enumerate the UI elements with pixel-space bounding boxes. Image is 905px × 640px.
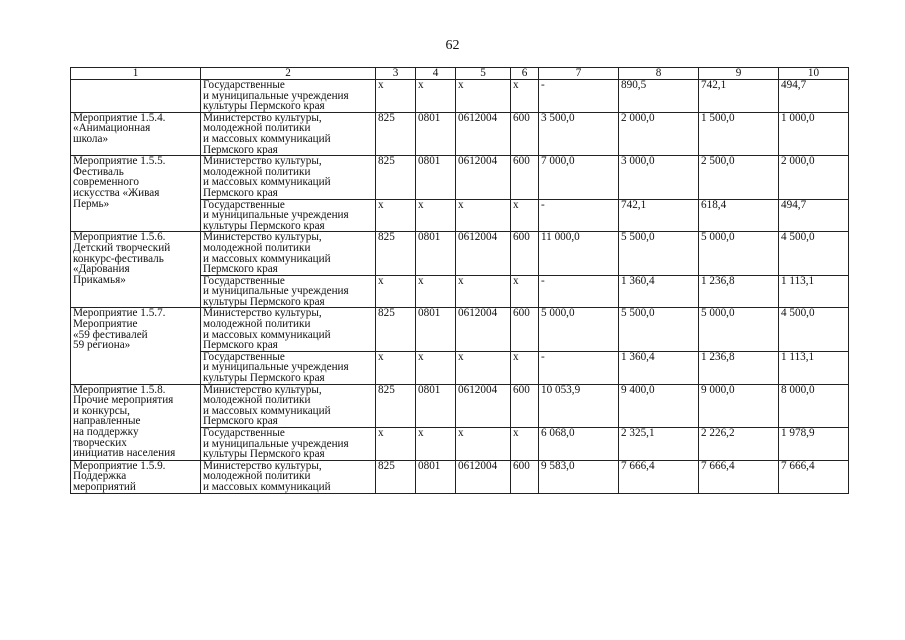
section-code-cell: 0801 [416, 232, 456, 275]
value-col9-cell: 5 000,0 [699, 308, 779, 351]
table-row [71, 232, 849, 275]
target-article-cell: 0612004 [456, 112, 511, 155]
executor-cell: Государственные и муниципальные учреждения культуры Пермского края [201, 199, 376, 232]
value-col7-cell: 3 500,0 [539, 112, 619, 155]
admin-code-cell: 825 [376, 232, 416, 275]
value-col7-cell: - [539, 351, 619, 384]
section-code-cell: х [416, 351, 456, 384]
column-header-6: 6 [511, 68, 539, 80]
value-col10-cell: 1 978,9 [779, 428, 849, 461]
target-article-cell: х [456, 428, 511, 461]
value-col10-cell: 494,7 [779, 80, 849, 113]
event-name-cell: Мероприятие 1.5.8. Прочие мероприятия и конкурсы, направленные на поддержку творческих инициатив населения [71, 384, 201, 460]
section-code-cell: 0801 [416, 112, 456, 155]
value-col8-cell: 5 500,0 [619, 232, 699, 275]
admin-code-cell: х [376, 428, 416, 461]
event-name-cell: Мероприятие 1.5.4. «Анимационная школа» [71, 112, 201, 155]
expense-type-cell: 600 [511, 232, 539, 275]
value-col7-cell: - [539, 275, 619, 308]
section-code-cell: х [416, 199, 456, 232]
target-article-cell: 0612004 [456, 308, 511, 351]
admin-code-cell: х [376, 199, 416, 232]
executor-cell: Министерство культуры, молодежной политики и массовых коммуникаций [201, 460, 376, 493]
expense-type-cell: х [511, 80, 539, 113]
value-col10-cell: 1 000,0 [779, 112, 849, 155]
section-code-cell: х [416, 275, 456, 308]
event-name-cell: Мероприятие 1.5.6. Детский творческий конкурс-фестиваль «Дарования Прикамья» [71, 232, 201, 308]
column-header-2: 2 [201, 68, 376, 80]
expense-type-cell: 600 [511, 156, 539, 199]
column-header-10: 10 [779, 68, 849, 80]
table-row [71, 384, 849, 427]
value-col8-cell: 1 360,4 [619, 275, 699, 308]
value-col10-cell: 4 500,0 [779, 308, 849, 351]
event-name-cell [71, 80, 201, 113]
section-code-cell: х [416, 428, 456, 461]
admin-code-cell: х [376, 80, 416, 113]
column-header-7: 7 [539, 68, 619, 80]
column-header-5: 5 [456, 68, 511, 80]
value-col7-cell: 7 000,0 [539, 156, 619, 199]
executor-cell: Государственные и муниципальные учреждения культуры Пермского края [201, 428, 376, 461]
executor-cell: Министерство культуры, молодежной политики и массовых коммуникаций Пермского края [201, 384, 376, 427]
value-col7-cell: 10 053,9 [539, 384, 619, 427]
value-col10-cell: 494,7 [779, 199, 849, 232]
expense-type-cell: 600 [511, 460, 539, 493]
column-header-4: 4 [416, 68, 456, 80]
value-col10-cell: 2 000,0 [779, 156, 849, 199]
target-article-cell: 0612004 [456, 384, 511, 427]
value-col9-cell: 5 000,0 [699, 232, 779, 275]
event-name-cell: Мероприятие 1.5.9. Поддержка мероприятий [71, 460, 201, 493]
section-code-cell: 0801 [416, 156, 456, 199]
value-col10-cell: 4 500,0 [779, 232, 849, 275]
expense-type-cell: 600 [511, 384, 539, 427]
value-col9-cell: 1 236,8 [699, 275, 779, 308]
value-col7-cell: 11 000,0 [539, 232, 619, 275]
section-code-cell: 0801 [416, 460, 456, 493]
value-col10-cell: 8 000,0 [779, 384, 849, 427]
target-article-cell: 0612004 [456, 156, 511, 199]
value-col7-cell: 6 068,0 [539, 428, 619, 461]
value-col7-cell: 9 583,0 [539, 460, 619, 493]
value-col9-cell: 1 500,0 [699, 112, 779, 155]
value-col10-cell: 7 666,4 [779, 460, 849, 493]
executor-cell: Государственные и муниципальные учреждения культуры Пермского края [201, 80, 376, 113]
expense-type-cell: х [511, 199, 539, 232]
value-col7-cell: - [539, 80, 619, 113]
column-header-9: 9 [699, 68, 779, 80]
header-row [71, 68, 849, 80]
value-col9-cell: 1 236,8 [699, 351, 779, 384]
table-body [71, 80, 849, 494]
value-col8-cell: 7 666,4 [619, 460, 699, 493]
target-article-cell: х [456, 199, 511, 232]
executor-cell: Министерство культуры, молодежной политики и массовых коммуникаций Пермского края [201, 308, 376, 351]
section-code-cell: 0801 [416, 384, 456, 427]
table-row [71, 308, 849, 351]
expense-type-cell: 600 [511, 308, 539, 351]
value-col8-cell: 5 500,0 [619, 308, 699, 351]
column-header-3: 3 [376, 68, 416, 80]
value-col8-cell: 3 000,0 [619, 156, 699, 199]
section-code-cell: 0801 [416, 308, 456, 351]
column-header-8: 8 [619, 68, 699, 80]
expense-type-cell: 600 [511, 112, 539, 155]
executor-cell: Государственные и муниципальные учреждения культуры Пермского края [201, 351, 376, 384]
value-col8-cell: 742,1 [619, 199, 699, 232]
value-col9-cell: 7 666,4 [699, 460, 779, 493]
value-col8-cell: 2 000,0 [619, 112, 699, 155]
value-col9-cell: 9 000,0 [699, 384, 779, 427]
value-col7-cell: 5 000,0 [539, 308, 619, 351]
executor-cell: Министерство культуры, молодежной политики и массовых коммуникаций Пермского края [201, 156, 376, 199]
admin-code-cell: 825 [376, 112, 416, 155]
value-col8-cell: 9 400,0 [619, 384, 699, 427]
value-col8-cell: 2 325,1 [619, 428, 699, 461]
event-name-cell: Мероприятие 1.5.7. Мероприятие «59 фестивалей 59 региона» [71, 308, 201, 384]
executor-cell: Министерство культуры, молодежной политики и массовых коммуникаций Пермского края [201, 232, 376, 275]
value-col10-cell: 1 113,1 [779, 275, 849, 308]
budget-table [70, 67, 849, 494]
value-col9-cell: 2 226,2 [699, 428, 779, 461]
target-article-cell: х [456, 80, 511, 113]
table-header [71, 68, 849, 80]
target-article-cell: х [456, 351, 511, 384]
table-row [71, 156, 849, 199]
target-article-cell: х [456, 275, 511, 308]
value-col9-cell: 2 500,0 [699, 156, 779, 199]
event-name-cell: Мероприятие 1.5.5. Фестиваль современного искусства «Живая Пермь» [71, 156, 201, 232]
target-article-cell: 0612004 [456, 460, 511, 493]
expense-type-cell: х [511, 428, 539, 461]
expense-type-cell: х [511, 351, 539, 384]
table-row [71, 112, 849, 155]
table-row [71, 80, 849, 113]
executor-cell: Министерство культуры, молодежной политики и массовых коммуникаций Пермского края [201, 112, 376, 155]
executor-cell: Государственные и муниципальные учреждения культуры Пермского края [201, 275, 376, 308]
admin-code-cell: 825 [376, 308, 416, 351]
admin-code-cell: х [376, 275, 416, 308]
table-row [71, 460, 849, 493]
admin-code-cell: 825 [376, 156, 416, 199]
admin-code-cell: 825 [376, 460, 416, 493]
value-col8-cell: 890,5 [619, 80, 699, 113]
section-code-cell: х [416, 80, 456, 113]
expense-type-cell: х [511, 275, 539, 308]
value-col9-cell: 742,1 [699, 80, 779, 113]
target-article-cell: 0612004 [456, 232, 511, 275]
value-col10-cell: 1 113,1 [779, 351, 849, 384]
page-number: 62 [445, 38, 460, 53]
admin-code-cell: х [376, 351, 416, 384]
value-col8-cell: 1 360,4 [619, 351, 699, 384]
value-col9-cell: 618,4 [699, 199, 779, 232]
column-header-1: 1 [71, 68, 201, 80]
admin-code-cell: 825 [376, 384, 416, 427]
value-col7-cell: - [539, 199, 619, 232]
